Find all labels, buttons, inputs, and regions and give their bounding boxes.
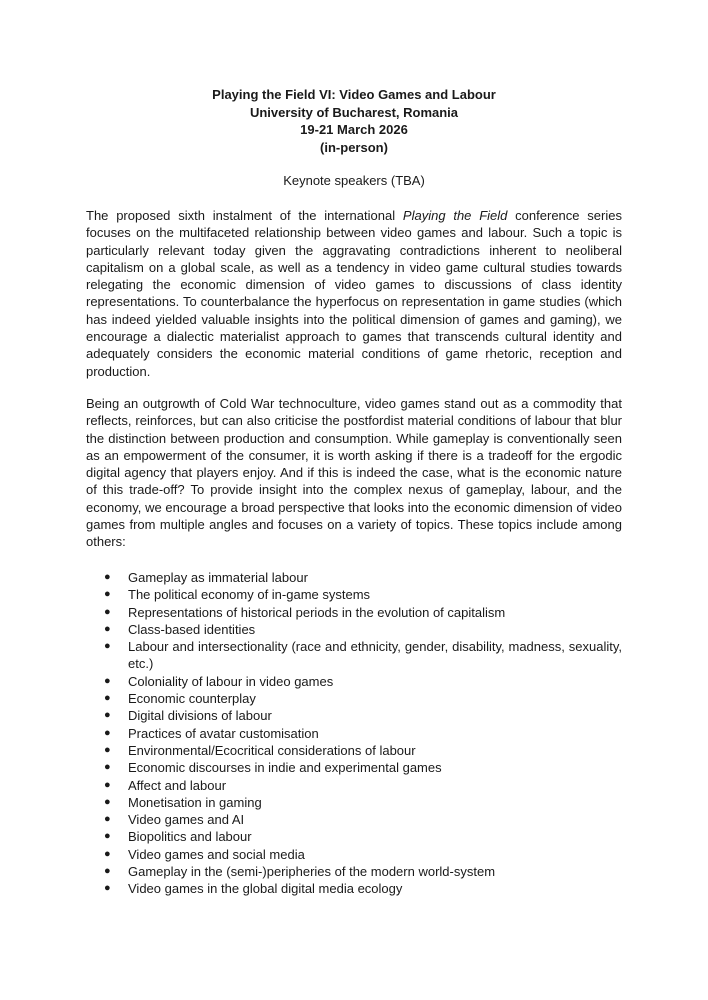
topic-text: Digital divisions of labour [128,708,272,724]
bullet-icon: ● [104,571,111,583]
topics-list [86,569,622,898]
topic-text: Environmental/Ecocritical considerations of labour [128,742,416,758]
topic-list-item [86,742,622,759]
topic-list-item [86,725,622,742]
topic-list-item [86,811,622,828]
topic-list-item [86,673,622,690]
topic-list-item [86,569,622,586]
topic-text: Class-based identities [128,621,256,637]
topic-text: Practices of avatar customisation [128,725,319,741]
bullet-icon: ● [104,605,111,618]
bullet-icon: ● [104,795,111,808]
topic-text: Affect and labour [128,777,227,793]
bullet-icon: ● [104,778,111,791]
bullet-icon: ● [104,882,111,895]
intro-paragraph-rest: conference series focuses on the multifaceted relationship between video games and labour. Such a topic is particularly relevant today given the aggravating contradictions inherent to neoliberal capitalism on a global scale, as well as a tendency in video game cultural studies towards relegating the economic dimension of video games to discussions of class identity representations. To counterbalance the hyperfocus on representation in game studies (which has indeed yielded valuable insights into the political dimension of games and gaming), we encourage a dialectic materialist approach to games that transcends cultural identity and adequately considers the economic material conditions of game rhetoric, reception and production. [86,208,622,379]
bullet-icon: ● [104,622,111,635]
topic-text: Biopolitics and labour [128,829,252,845]
bullet-icon: ● [104,674,111,687]
topic-text: Gameplay in the (semi-)peripheries of the modern world-system [128,864,496,880]
topic-list-item [86,621,622,638]
topic-list-item [86,846,622,863]
topic-list-item [86,777,622,794]
conference-heading [0,86,708,156]
topic-text: Monetisation in gaming [128,794,262,810]
topic-list-item [86,880,622,897]
keynote-speakers: Keynote speakers (TBA) [283,173,425,188]
topic-text: The political economy of in-game systems [128,587,371,603]
intro-paragraph-start: The proposed sixth instalment of the international [86,208,403,223]
topic-text: Video games and AI [128,812,245,828]
bullet-icon: ● [104,830,111,843]
bullet-icon: ● [104,692,111,705]
topic-text: Video games and social media [128,846,305,862]
topic-list-item [86,759,622,776]
conference-venue: University of Bucharest, Romania [249,104,459,120]
series-name: Playing the Field [402,208,508,223]
topics-intro-paragraph: Being an outgrowth of Cold War technoculture, video games stand out as a commodity that reflects, reinforces, but can also criticise the postfordist material conditions of labour that blur the distinction between production and consumption. While gameplay is conventionally seen as an empowerment of the consumer, it is worth asking if there is a tradeoff for the ergodic digital agency that players enjoy. And if this is indeed the case, what is the economic nature of this trade-off? To provide insight into the complex nexus of gameplay, labour, and the economy, we encourage a broad perspective that looks into the economic dimension of video games from multiple angles and focuses on a variety of topics. These topics include among others: [86,396,622,550]
conference-dates: 19-21 March 2026 [300,122,408,137]
bullet-icon: ● [104,726,111,739]
bullet-icon: ● [104,709,111,722]
topic-list-item [86,586,622,603]
conference-title: Playing the Field VI: Video Games and Labour [212,87,496,102]
bullet-icon: ● [104,761,111,774]
topic-text: Video games in the global digital media ecology [128,881,403,897]
topic-list-item [86,828,622,845]
topic-text: Coloniality of labour in video games [128,673,334,689]
bullet-icon: ● [104,640,111,653]
topic-list-item [86,863,622,880]
topic-list-item [86,690,622,707]
topic-list-item [86,604,622,621]
topic-list-item [86,707,622,724]
bullet-icon: ● [104,813,111,826]
bullet-icon: ● [104,743,111,756]
conference-format: (in-person) [320,139,388,155]
bullet-icon: ● [104,847,111,860]
topic-list-item [86,638,622,673]
bullet-icon: ● [104,865,111,878]
topic-list-item [86,794,622,811]
bullet-icon: ● [104,588,111,601]
topic-text: Labour and intersectionality (race and ethnicity, gender, disability, madness, sexuality, etc.) [128,639,622,672]
topic-text: Gameplay as immaterial labour [128,570,308,585]
topic-text: Representations of historical periods in the evolution of capitalism [128,604,506,620]
topic-text: Economic counterplay [128,691,256,707]
intro-paragraph [86,207,622,380]
topic-text: Economic discourses in indie and experimental games [128,760,442,776]
